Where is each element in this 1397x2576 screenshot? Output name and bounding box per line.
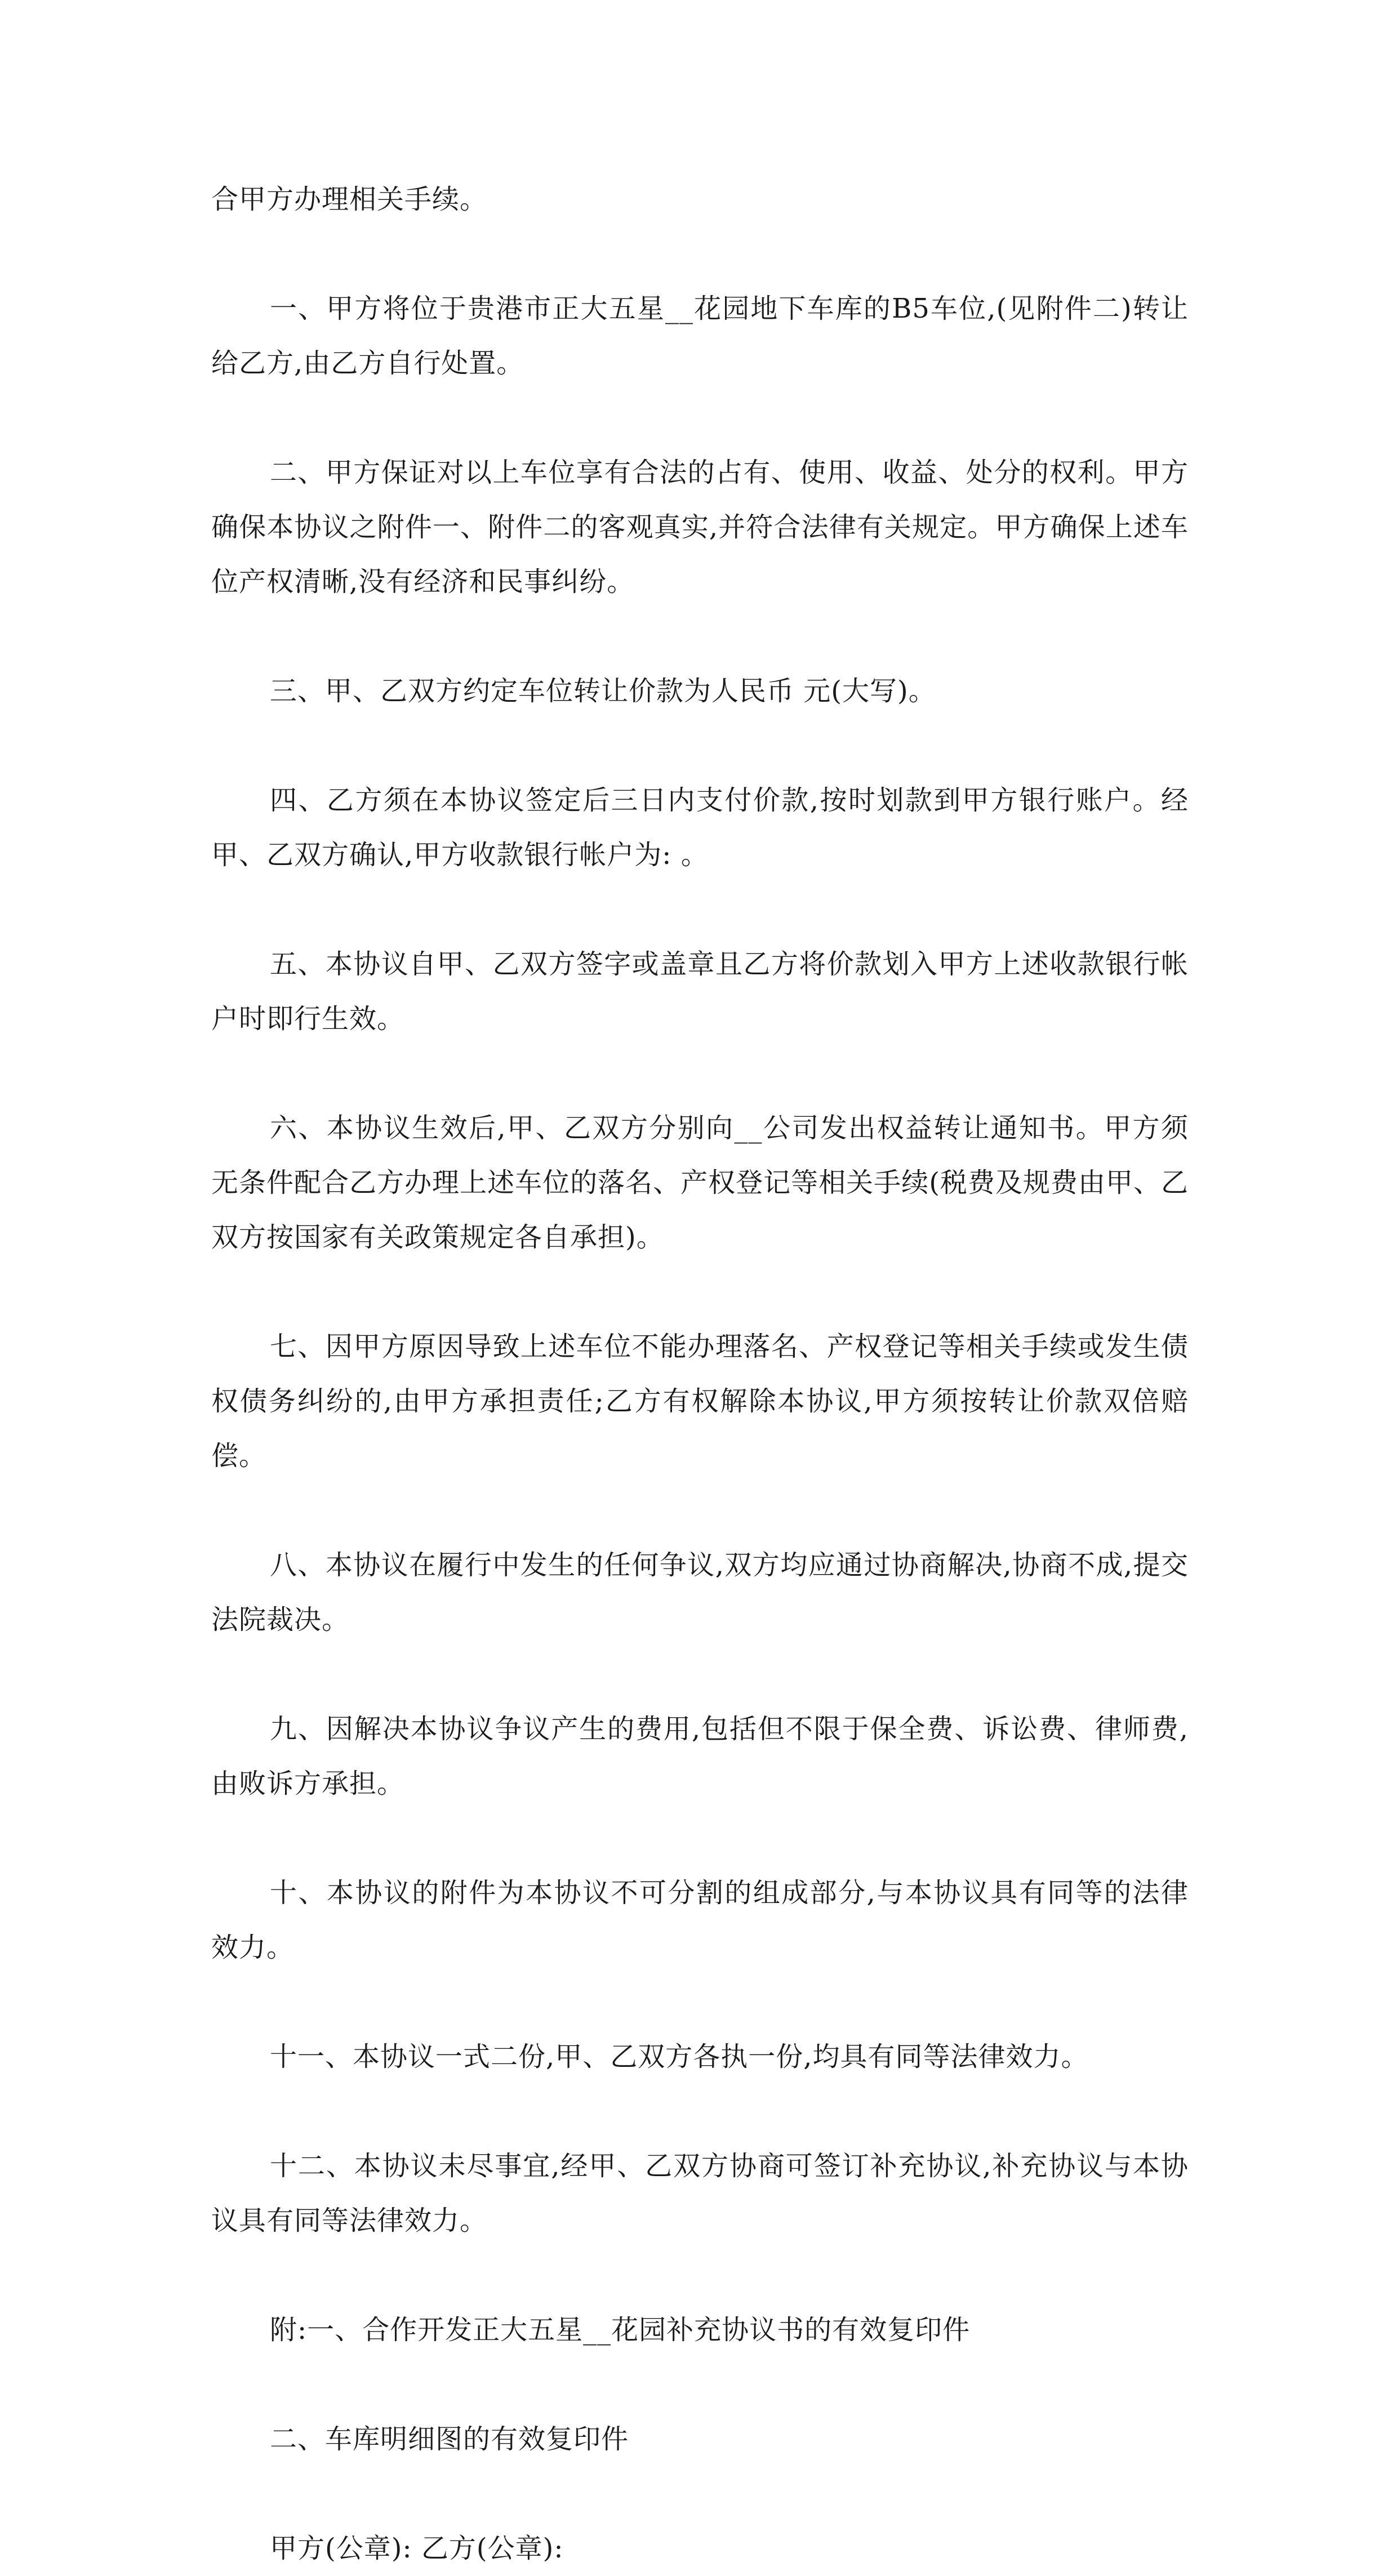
clause-10: 十、本协议的附件为本协议不可分割的组成部分,与本协议具有同等的法律效力。 [211,1877,1189,1963]
clause-4: 四、乙方须在本协议签定后三日内支付价款,按时划款到甲方银行账户。经甲、乙双方确认,甲方收款银行帐户为: 。 [211,785,1189,871]
attachment-2: 二、车库明细图的有效复印件 [270,2423,629,2455]
document-body [211,172,1189,2576]
signature-line: 甲方(公章): 乙方(公章): [270,2533,564,2564]
clause-9: 九、因解决本协议争议产生的费用,包括但不限于保全费、诉讼费、律师费,由败诉方承担。 [211,1713,1189,1799]
clause-2: 二、甲方保证对以上车位享有合法的占有、使用、收益、处分的权利。甲方确保本协议之附件一、附件二的客观真实,并符合法律有关规定。甲方确保上述车位产权清晰,没有经济和民事纠纷。 [211,457,1189,598]
clause-1: 一、甲方将位于贵港市正大五星__花园地下车库的B5车位,(见附件二)转让给乙方,由乙方自行处置。 [211,293,1189,379]
attachment-1: 附:一、合作开发正大五星__花园补充协议书的有效复印件 [270,2314,971,2346]
clause-11: 十一、本协议一式二份,甲、乙双方各执一份,均具有同等法律效力。 [270,2041,1089,2073]
paragraph-continuation: 合甲方办理相关手续。 [211,184,488,215]
clause-12: 十二、本协议未尽事宜,经甲、乙双方协商可签订补充协议,补充协议与本协议具有同等法律效力。 [211,2150,1189,2236]
clause-5: 五、本协议自甲、乙双方签字或盖章且乙方将价款划入甲方上述收款银行帐户时即行生效。 [211,948,1189,1035]
clause-7: 七、因甲方原因导致上述车位不能办理落名、产权登记等相关手续或发生债权债务纠纷的,由甲方承担责任;乙方有权解除本协议,甲方须按转让价款双倍赔偿。 [211,1331,1189,1472]
clause-3: 三、甲、乙双方约定车位转让价款为人民币 元(大写)。 [270,675,936,707]
clause-8: 八、本协议在履行中发生的任何争议,双方均应通过协商解决,协商不成,提交法院裁决。 [211,1549,1189,1635]
clause-6: 六、本协议生效后,甲、乙双方分别向__公司发出权益转让通知书。甲方须无条件配合乙方办理上述车位的落名、产权登记等相关手续(税费及规费由甲、乙双方按国家有关政策规定各自承担)。 [211,1112,1189,1253]
